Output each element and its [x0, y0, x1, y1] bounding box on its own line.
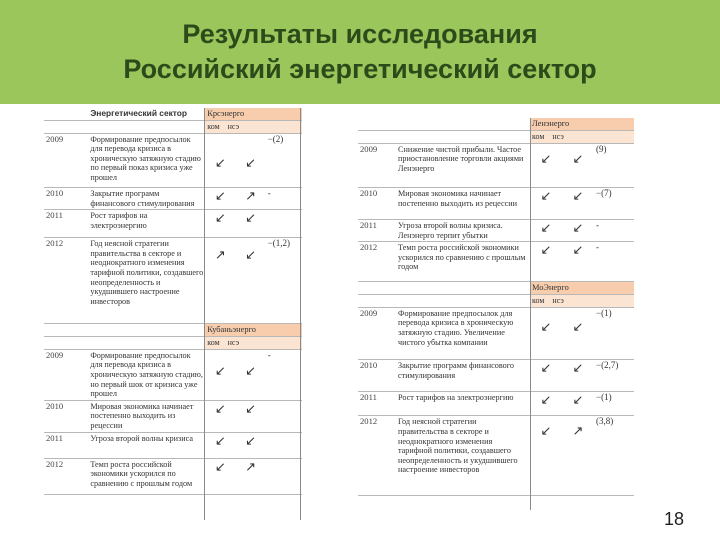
column-divider: [530, 118, 531, 510]
trend-arrow-icon: ↙: [235, 134, 265, 188]
table-row: 2011 Рост тарифов на электроэнергию ↙ ↙: [44, 210, 302, 238]
trend-arrow-icon: ↙: [530, 392, 562, 416]
slide-title-line-2: Российский энергетический сектор: [123, 54, 597, 84]
trend-arrow-icon: ↙: [562, 308, 594, 360]
trend-arrow-icon: ↗: [235, 458, 265, 494]
trend-arrow-icon: ↙: [562, 242, 594, 282]
trend-arrow-icon: ↙: [205, 400, 235, 432]
trend-arrow-icon: ↙: [205, 458, 235, 494]
trend-arrow-icon: ↙: [205, 210, 235, 238]
table-header-title: Энергетический сектор: [88, 108, 205, 121]
trend-arrow-icon: ↙: [235, 350, 265, 400]
company-label: Ленэнерго: [530, 118, 634, 130]
trend-arrow-icon: ↙: [562, 360, 594, 392]
trend-arrow-icon: ↙: [235, 238, 265, 324]
table-row: 2011 Угроза второй волны кризиса ↙ ↙: [44, 432, 302, 458]
trend-arrow-icon: ↙: [235, 432, 265, 458]
trend-arrow-icon: ↙: [205, 432, 235, 458]
table-row: 2009 Формирование предпосылок для перевода кризиса в хроническую затяжную стадию, но первый шок от кризиса уже прошел ↙ ↙ -: [44, 350, 302, 400]
trend-arrow-icon: ↙: [562, 392, 594, 416]
trend-arrow-icon: ↙: [205, 188, 235, 210]
table-row: 2009 Снижение чистой прибыли. Частое приостановление торговли акциями Ленэнерго ↙ ↙ (9): [358, 144, 634, 188]
page-number: 18: [663, 509, 684, 529]
table-row: 2009 Формирование предпосылок для перевода кризиса в хроническую затяжную стадию. Увеличение чистого убытка компании ↙ ↙ −(1): [358, 308, 634, 360]
table-row: 2010 Мировая экономика начинает постепенно выходить из рецессии ↙ ↙: [44, 400, 302, 432]
trend-arrow-icon: ↗: [235, 188, 265, 210]
trend-arrow-icon: ↙: [530, 220, 562, 242]
trend-arrow-icon: ↙: [562, 188, 594, 220]
trend-arrow-icon: ↗: [562, 416, 594, 496]
left-group-2-header: [44, 324, 302, 350]
table-row: 2010 Мировая экономика начинает постепенно выходить из рецессии ↙ ↙ −(7): [358, 188, 634, 220]
right-group-2-rows: [358, 308, 634, 497]
trend-arrow-icon: ↙: [530, 308, 562, 360]
right-group-1-rows: [358, 144, 634, 283]
trend-arrow-icon: ↙: [530, 144, 562, 188]
trend-arrow-icon: ↙: [530, 360, 562, 392]
trend-arrow-icon: ↙: [205, 350, 235, 400]
column-label: ком: [532, 132, 545, 141]
left-group-1-rows: [44, 134, 302, 325]
trend-arrow-icon: ↙: [530, 416, 562, 496]
table-row: 2009 Формирование предпосылок для перевода кризиса в хроническую затяжную стадию по первый показ кризиса уже прошел ↙ ↙ −(2): [44, 134, 302, 188]
trend-arrow-icon: ↙: [235, 400, 265, 432]
trend-arrow-icon: ↙: [530, 188, 562, 220]
right-group-1-header: [358, 118, 634, 144]
trend-arrow-icon: ↗: [205, 238, 235, 324]
column-label: нсэ: [552, 296, 564, 306]
left-scanned-table: [44, 108, 302, 520]
column-label: нсэ: [227, 338, 240, 348]
column-label: ком: [532, 296, 545, 306]
trend-arrow-icon: ↙: [205, 134, 235, 188]
table-row: 2011 Рост тарифов на электроэнергию ↙ ↙ −(1): [358, 392, 634, 416]
column-divider: [300, 108, 301, 520]
table-row: 2010 Закрытие программ финансового стимулирования ↙ ↙ −(2,7): [358, 360, 634, 392]
left-group-2-rows: [44, 350, 302, 495]
table-row: 2010 Закрытие программ финансового стимулирования ↙ ↗ -: [44, 188, 302, 210]
trend-arrow-icon: ↙: [562, 144, 594, 188]
table-row: 2012 Темп роста российской экономики ускорился по сравнению с прошлым годом ↙ ↙ -: [358, 242, 634, 282]
company-label: Крсэнерго: [205, 108, 302, 120]
table-row: 2012 Год неясной стратегии правительства в секторе и неоднократного изменения тарифной политики, создавшего неопределенность и укудшившего настроение инвесторов ↙ ↗ (3,8): [358, 416, 634, 496]
column-divider: [204, 108, 205, 520]
trend-arrow-icon: ↙: [235, 210, 265, 238]
right-scanned-table: [358, 118, 634, 510]
table-row: 2011 Угроза второй волны кризиса. Ленэнерго терпит убытки ↙ ↙ -: [358, 220, 634, 242]
company-label: Кубаньэнерго: [205, 324, 302, 336]
trend-arrow-icon: ↙: [530, 242, 562, 282]
column-label: нсэ: [552, 132, 564, 141]
right-group-2-header: [358, 282, 634, 308]
company-label: МоЭнерго: [530, 282, 634, 294]
trend-arrow-icon: ↙: [562, 220, 594, 242]
slide-title-line-1: Результаты исследования: [182, 19, 538, 49]
table-row: 2012 Год неясной стратегии правительства в секторе и неоднократного изменения тарифной политики, создавшего неопределенность и укудшившего настроение инвесторов ↗ ↙ −(1,2): [44, 238, 302, 324]
column-label: нсэ: [227, 122, 240, 131]
column-label: ком: [207, 338, 220, 348]
left-header-table: [44, 108, 302, 134]
table-row: 2012 Темп роста российской экономики ускорился по сравнению с прошлым годом ↙ ↗: [44, 458, 302, 494]
slide-title: [0, 0, 720, 104]
column-label: ком: [207, 122, 220, 131]
